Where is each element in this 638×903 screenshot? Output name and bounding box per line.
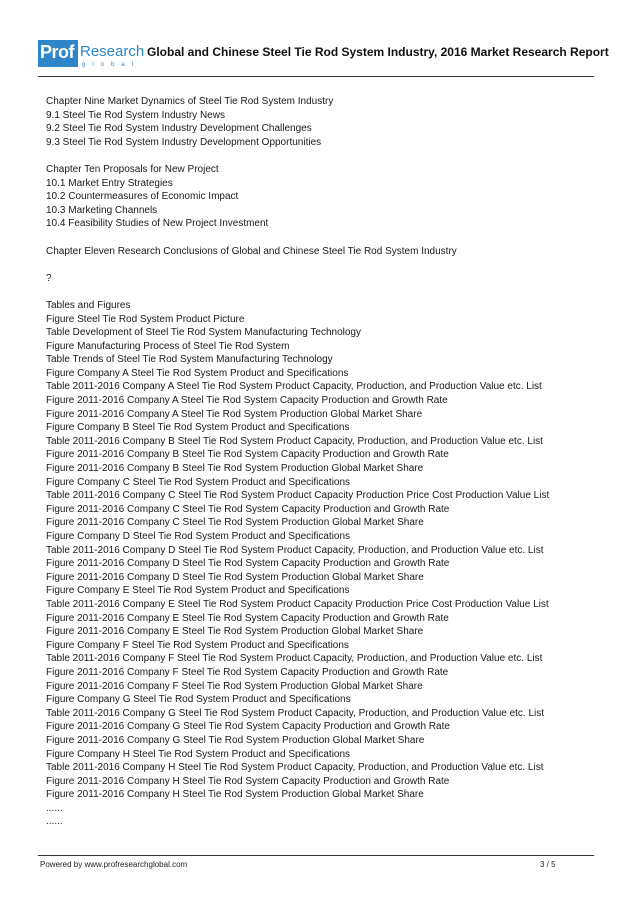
figure-list-item: Figure 2011-2016 Company C Steel Tie Rod System Capacity Production and Growth Rate: [46, 503, 450, 515]
figure-list-item: Figure 2011-2016 Company D Steel Tie Rod System Production Global Market Share: [46, 571, 424, 583]
figure-list-item: Figure Company C Steel Tie Rod System Product and Specifications: [46, 476, 351, 488]
figure-list-item: Figure 2011-2016 Company E Steel Tie Rod System Capacity Production and Growth Rate: [46, 612, 449, 624]
footer-powered-by: Powered by www.profresearchglobal.com: [40, 860, 188, 869]
question-mark: ?: [46, 272, 52, 284]
toc-section: 10.2 Countermeasures of Economic Impact: [46, 191, 239, 203]
figure-list-item: Figure Manufacturing Process of Steel Tie Rod System: [46, 340, 290, 352]
logo-global-text: global: [82, 62, 141, 68]
toc-section: 9.1 Steel Tie Rod System Industry News: [46, 109, 225, 121]
figure-list-item: Table 2011-2016 Company H Steel Tie Rod System Product Capacity, Production, and Production Value etc. List: [46, 762, 544, 774]
figure-list-item: Figure Company D Steel Tie Rod System Product and Specifications: [46, 531, 351, 542]
figure-list-item: Figure 2011-2016 Company D Steel Tie Rod System Capacity Production and Growth Rate: [46, 558, 450, 570]
figure-list-item: Table 2011-2016 Company C Steel Tie Rod System Product Capacity Production Price Cost Production Value List: [46, 490, 550, 502]
page-header: [38, 36, 609, 74]
document-body: [46, 95, 606, 829]
figure-list-item: Figure 2011-2016 Company C Steel Tie Rod System Production Global Market Share: [46, 517, 424, 529]
figure-list-item: Table 2011-2016 Company F Steel Tie Rod System Product Capacity, Production, and Production Value etc. List: [46, 653, 543, 665]
figure-list-item: Figure 2011-2016 Company F Steel Tie Rod System Production Global Market Share: [46, 680, 423, 692]
logo-research-text: Research: [80, 43, 145, 60]
toc-chapter: Chapter Nine Market Dynamics of Steel Tie Rod System Industry: [46, 96, 334, 107]
figure-list-item: Figure Company H Steel Tie Rod System Product and Specifications: [46, 748, 351, 760]
figure-list-item: ......: [46, 816, 63, 828]
figure-list-item: ......: [46, 802, 63, 814]
figure-list-item: Table Trends of Steel Tie Rod System Manufacturing Technology: [46, 354, 333, 366]
figure-list-item: Figure 2011-2016 Company H Steel Tie Rod System Capacity Production and Growth Rate: [46, 775, 450, 787]
figure-list-item: Figure 2011-2016 Company E Steel Tie Rod System Production Global Market Share: [46, 626, 424, 638]
figure-list-item: Figure 2011-2016 Company G Steel Tie Rod System Capacity Production and Growth Rate: [46, 721, 450, 733]
figure-list-item: Figure 2011-2016 Company A Steel Tie Rod System Production Global Market Share: [46, 408, 423, 420]
figure-list-item: Table 2011-2016 Company D Steel Tie Rod System Product Capacity, Production, and Production Value etc. List: [46, 544, 544, 556]
profresearch-logo: [38, 36, 145, 72]
figure-list-item: Figure 2011-2016 Company A Steel Tie Rod System Capacity Production and Growth Rate: [46, 395, 448, 407]
figure-list-item: Table 2011-2016 Company B Steel Tie Rod System Product Capacity, Production, and Production Value etc. List: [46, 435, 543, 447]
figure-list-item: Figure 2011-2016 Company H Steel Tie Rod System Production Global Market Share: [46, 789, 424, 801]
figure-list-item: Figure Company A Steel Tie Rod System Product and Specifications: [46, 367, 349, 379]
page-number: 3 / 5: [540, 860, 556, 869]
report-title: Global and Chinese Steel Tie Rod System Industry, 2016 Market Research Report: [147, 45, 609, 59]
figure-list-item: Figure Company F Steel Tie Rod System Product and Specifications: [46, 639, 349, 651]
figure-list-item: Figure 2011-2016 Company F Steel Tie Rod System Capacity Production and Growth Rate: [46, 666, 449, 678]
figure-list-item: Table Development of Steel Tie Rod System Manufacturing Technology: [46, 327, 361, 339]
toc-section: 9.3 Steel Tie Rod System Industry Development Opportunities: [46, 136, 322, 148]
toc-section: 10.1 Market Entry Strategies: [46, 177, 173, 189]
figure-list: [46, 313, 606, 830]
toc-section: 10.3 Marketing Channels: [46, 204, 158, 216]
figure-list-item: Figure Company G Steel Tie Rod System Product and Specifications: [46, 694, 351, 706]
figure-list-item: Figure Company B Steel Tie Rod System Product and Specifications: [46, 422, 350, 434]
figure-list-item: Table 2011-2016 Company G Steel Tie Rod System Product Capacity, Production, and Production Value etc. List: [46, 707, 545, 719]
toc-section: 10.4 Feasibility Studies of New Project Investment: [46, 218, 269, 230]
figure-list-item: Figure 2011-2016 Company B Steel Tie Rod System Production Global Market Share: [46, 463, 424, 475]
figure-list-item: Table 2011-2016 Company E Steel Tie Rod System Product Capacity Production Price Cost Production Value List: [46, 598, 549, 610]
toc-chapter: Chapter Ten Proposals for New Project: [46, 163, 219, 175]
figure-list-item: Figure Company E Steel Tie Rod System Product and Specifications: [46, 585, 350, 597]
footer-divider: [38, 855, 594, 856]
figure-list-item: Table 2011-2016 Company A Steel Tie Rod System Product Capacity, Production, and Production Value etc. List: [46, 381, 542, 393]
header-divider: [38, 76, 594, 77]
toc-section: 9.2 Steel Tie Rod System Industry Development Challenges: [46, 123, 312, 135]
toc-chapter: Chapter Eleven Research Conclusions of Global and Chinese Steel Tie Rod System Industry: [46, 245, 457, 257]
figure-list-item: Figure 2011-2016 Company B Steel Tie Rod System Capacity Production and Growth Rate: [46, 449, 449, 461]
figure-list-item: Figure 2011-2016 Company G Steel Tie Rod System Production Global Market Share: [46, 734, 425, 746]
logo-prof-text: Prof: [40, 42, 74, 62]
figure-list-item: Figure Steel Tie Rod System Product Picture: [46, 313, 245, 325]
figures-heading: Tables and Figures: [46, 299, 131, 311]
